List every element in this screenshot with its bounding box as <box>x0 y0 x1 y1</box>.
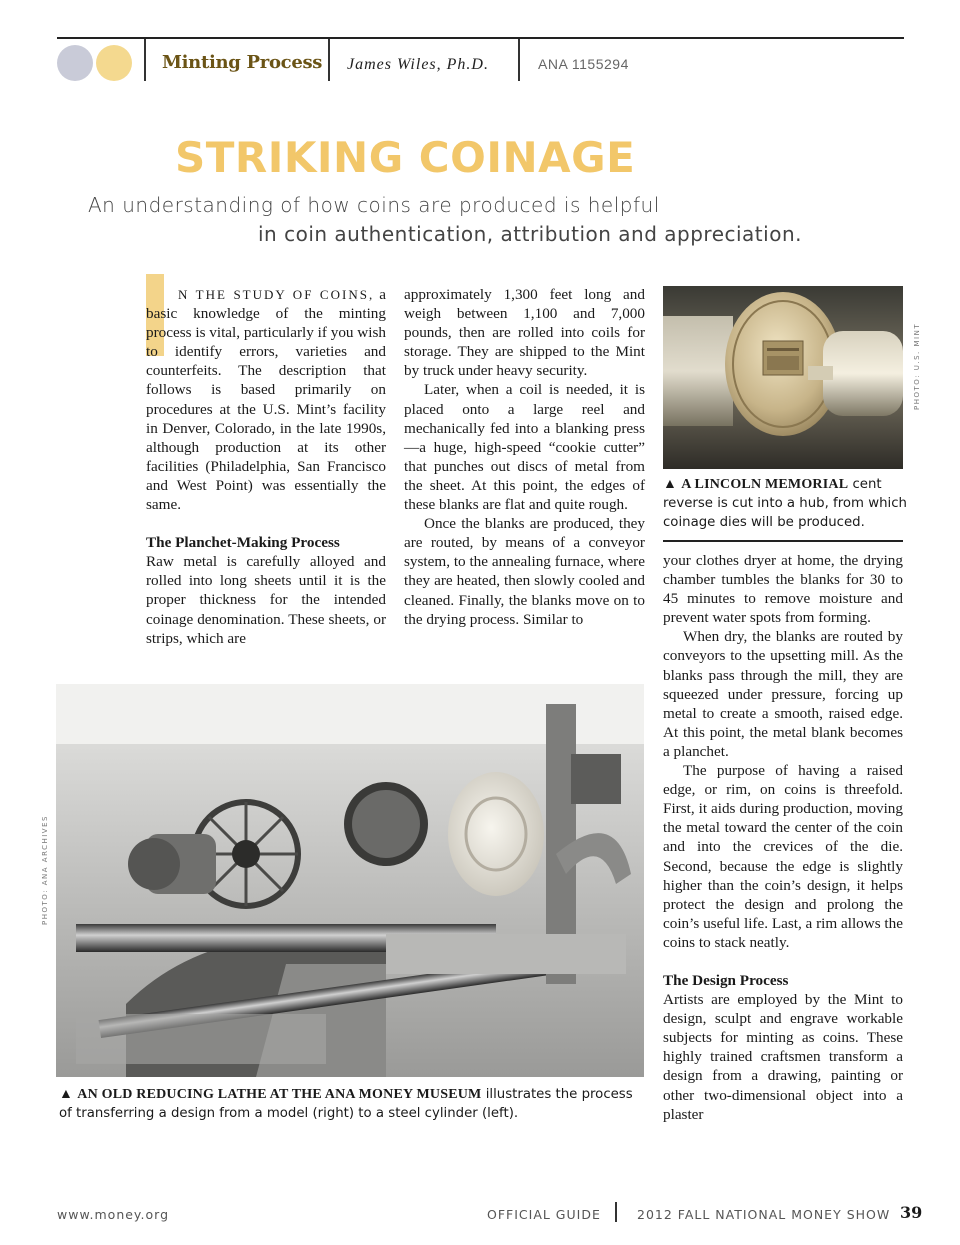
caption-2-marker: ▲ <box>59 1087 74 1102</box>
deck-line-1: An understanding of how coins are produced is helpful <box>88 193 660 217</box>
col2-paragraph-1: approximately 1,300 feet long and weigh between 1,100 and 7,000 pounds, then are rolled into coils for storage. They are shipped to the Mint by truck under heavy security. <box>404 286 645 380</box>
column-2 <box>404 285 645 629</box>
design-paragraph-1: Artists are employed by the Mint to design, sculpt and engrave workable subjects for minting as coins. These highly trained craftsmen transform a design from a drawing, painting or other two-dimensional object into a plaster <box>663 991 903 1123</box>
header-rule <box>57 37 904 39</box>
ana-number: ANA 1155294 <box>538 56 629 72</box>
header-divider <box>518 39 520 81</box>
caption-1-bold: A LINCOLN MEMORIAL <box>681 477 849 492</box>
col3-paragraph-2: When dry, the blanks are routed by conveyors to the upsetting mill. As the blanks pass through the mill, they are squeezed under pressure, forcing up metal to create a smooth, raised edge. At this point, the metal blank becomes a planchet. <box>663 628 903 760</box>
section-label: Minting Process <box>162 52 323 73</box>
gold-dot-icon <box>96 45 132 81</box>
column-1 <box>146 285 386 648</box>
article-title: STRIKING COINAGE <box>175 133 636 182</box>
intro-lead: N THE STUDY OF COINS, <box>178 287 375 302</box>
author-name: James Wiles, Ph.D. <box>347 56 489 73</box>
col3-paragraph-3: The purpose of having a raised edge, or rim, on coins is threefold. First, it aids during production, moving the metal toward the center of the coin and into the crevices of the die. Second, because the edge is slightly higher than the coin’s design, it helps protect the design and prolong the coin’s useful life. Last, a rim allows the coins to stack neatly. <box>663 762 903 951</box>
footer-divider <box>615 1202 617 1222</box>
lincoln-hub-illustration <box>663 286 903 469</box>
gray-dot-icon <box>57 45 93 81</box>
caption-rule <box>663 540 903 542</box>
caption-2-bold: AN OLD REDUCING LATHE AT THE ANA MONEY MUSEUM <box>77 1087 482 1102</box>
intro-text: a basic knowledge of the minting process is vital, particularly if you wish to identify errors, varieties and counterfeits. The description that follows is based primarily on procedures at the U.S. Mint’s facility in Denver, Colorado, in the late 1990s, although production at its other facilities (Philadelphia, San Francisco and West Point) was essentially the same. <box>146 286 387 514</box>
page-number: 39 <box>900 1203 923 1222</box>
col2-paragraph-3: Once the blanks are produced, they are routed, by means of a conveyor system, to the annealing furnace, where they are heated, then slowly cooled and cleaned. Finally, the blanks move on to the drying process. Similar to <box>404 515 645 628</box>
photo-credit-1: PHOTO: U.S. MINT <box>913 322 921 410</box>
footer-url[interactable]: www.money.org <box>57 1207 170 1222</box>
caption-1-text: cent reverse is cut into a hub, from which coinage dies will be produced. <box>663 477 907 530</box>
caption-2 <box>59 1085 639 1123</box>
photo-credit-2: PHOTO: ANA ARCHIVES <box>41 815 49 925</box>
column-3 <box>663 551 903 1124</box>
intro-paragraph <box>146 285 386 514</box>
reducing-lathe-illustration <box>56 684 644 1077</box>
header-divider <box>144 39 146 81</box>
footer-show: 2012 FALL NATIONAL MONEY SHOW <box>637 1207 891 1222</box>
design-heading: The Design Process <box>663 971 789 989</box>
caption-1-marker: ▲ <box>663 477 678 492</box>
lincoln-hub-photo <box>663 286 903 469</box>
reducing-lathe-photo <box>56 684 644 1077</box>
footer-guide: OFFICIAL GUIDE <box>487 1207 601 1222</box>
header-divider <box>328 39 330 81</box>
planchet-heading: The Planchet-Making Process <box>146 534 340 552</box>
planchet-paragraph-1: Raw metal is carefully alloyed and rolled into long sheets until it is the proper thickness for the intended coinage denomination. These sheets, or strips, which are <box>146 553 386 647</box>
caption-1 <box>663 475 908 532</box>
col3-paragraph-1: your clothes dryer at home, the drying chamber tumbles the blanks for 30 to 45 minutes to remove moisture and prevent water spots from forming. <box>663 552 903 627</box>
col2-paragraph-2: Later, when a coil is needed, it is placed onto a large reel and mechanically fed into a blanking press—a huge, high-speed “cookie cutter” that punches out discs of metal from the sheet. At this point, the edges of these blanks are flat and quite rough. <box>404 381 645 514</box>
deck-line-2: in coin authentication, attribution and appreciation. <box>258 222 802 246</box>
caption-2-text: illustrates the process of transferring a design from a model (right) to a steel cylinder (left). <box>59 1087 633 1121</box>
